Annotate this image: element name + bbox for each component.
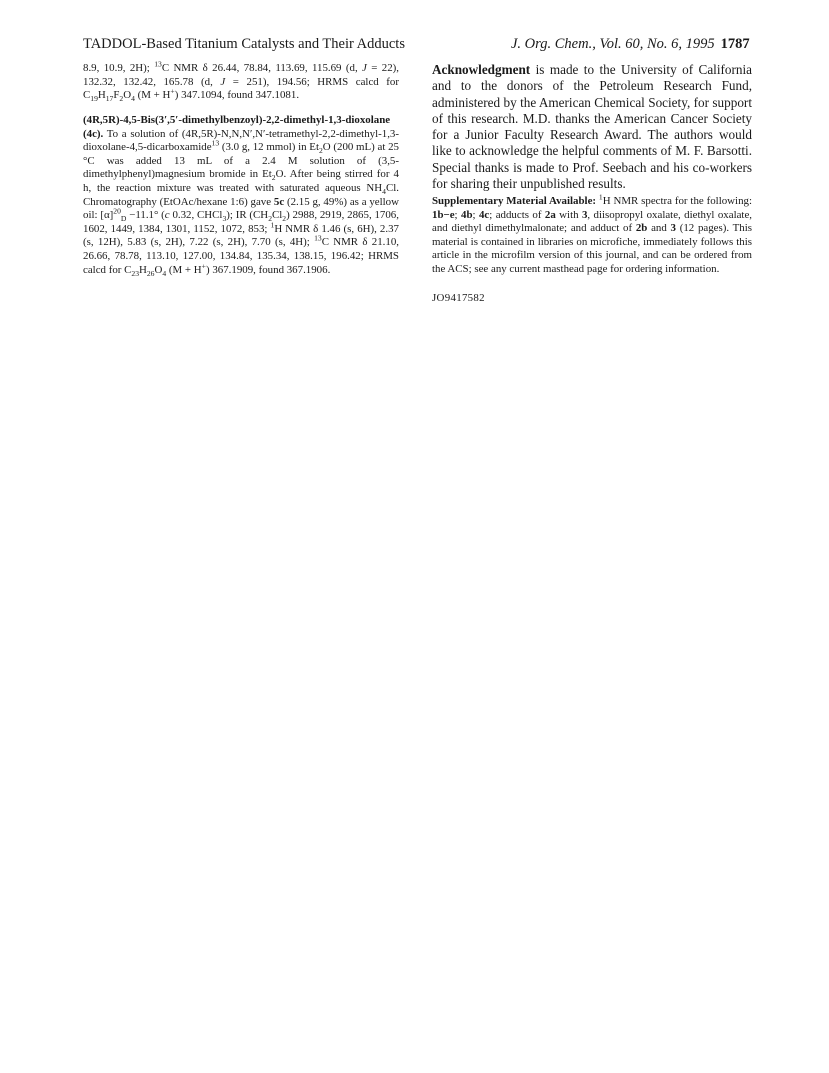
running-title: TADDOL-Based Titanium Catalysts and Their Adducts [83, 36, 405, 52]
acknowledgment-heading: Acknowledgment [432, 62, 531, 77]
supplementary-heading: Supplementary Material Available: [432, 195, 597, 207]
compound-heading: (4R,5R)-4,5-Bis(3′,5′-dimethylbenzoyl)-2,2-dimethyl-1,3-dioxolane (4c). [83, 114, 391, 140]
journal-name: J. Org. Chem., Vol. 60, No. 6, 1995 [511, 36, 715, 52]
document-id: JO9417582 [432, 292, 485, 304]
experimental-procedure-4c: (4R,5R)-4,5-Bis(3′,5′-dimethylbenzoyl)-2,2-dimethyl-1,3-dioxolane (4c). To a solution of (4R,5R)-N,N,N′,N′-tetramethyl-2,2-dimethyl-1,3-dioxolane-4,5-dicarboxamide$^{13}$ (3.0 g, 12 mmol) in $Et_2O$ (200 mL) at 25 °C was added 13 mL of a 2.4 M solution of (3,5-dimethylphenyl)magnesium bromide in $Et_2O$. After being stirred for 4 h, the reaction mixture was treated with saturated aqueous $NH_4Cl$. Chromatography (EtOAc/hexane 1:6) gave 5c (2.15 g, 49%) as a yellow oil: $[\alpha]^{20}_D -11.1^\circ$ (c 0.32, CHCl$_3$); IR $(CH_2Cl_2)$ 2988, 2919, 2865, 1706, 1602, 1449, 1384, 1301, 1152, 1072, 853; $^1$H NMR δ 1.46 (s, 6H), 2.37 (s, 12H), 5.83 (s, 2H), 7.22 (s, 2H), 7.70 (s, 4H); $^{13}$C NMR δ 21.10, 26.66, 78.78, 113.10, 127.00, 134.84, 135.34, 138.15, 196.42; HRMS calcd for $C_{23}H_{26}O_4$ (M + H+) 367.1909, found 367.1906. [83, 114, 399, 278]
journal-citation [511, 36, 750, 53]
characterization-data-continued: 8.9, 10.9, 2H); $^{13}$C NMR δ 26.44, 78.84, 113.69, 115.69 (d, J = 22), 132.32, 132.42, 165.78 (d, J = 251), 194.56; HRMS calcd for $C_{19}H_{17}F_2O_4$ (M + H+) 347.1094, found 347.1081. [83, 59, 400, 104]
page-number: 1787 [720, 36, 750, 52]
supplementary-material-paragraph: Supplementary Material Available: $^1$H NMR spectra for the following: 1b−e; 4b; 4c; adducts of 2a with 3, diisopropyl oxalate, diethyl oxalate, and diethyl dimethylmalonate; and adduct of 2b and 3 (12 pages). This material is contained in libraries on microfiche, immediately follows this article in the microfilm version of this journal, and can be ordered from the ACS; see any current masthead page for ordering information. [432, 192, 753, 275]
acknowledgment-paragraph: Acknowledgment is made to the University of California and to the donors of the Petroleum Research Fund, administered by the American Chemical Society, for support of this research. M.D. thanks the American Cancer Society for a Junior Faculty Research Award. The authors would like to acknowledge the helpful comments of M. F. Barsotti. Special thanks is made to Prof. Seebach and his co-workers for sharing their unpublished results. [432, 62, 752, 192]
